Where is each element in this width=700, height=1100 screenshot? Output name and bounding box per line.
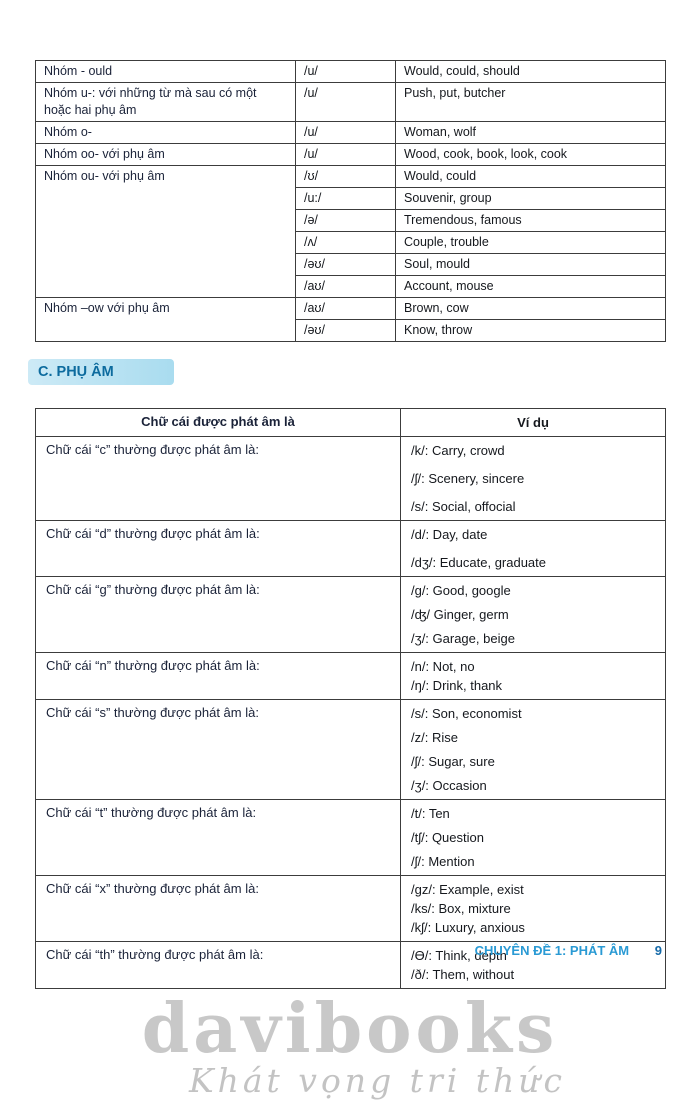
example-line: /s/: Social, offocial [411,499,516,514]
consonant-row [36,653,666,700]
vowel-row [36,144,666,166]
example-line: /g/: Good, google [411,583,511,598]
examples-cell: Account, mouse [396,276,666,298]
phonetic-cell: /ʌ/ [296,232,396,254]
watermark [0,989,700,1100]
examples-cell: Brown, cow [396,298,666,320]
example-line: /ʒ/: Garage, beige [411,631,515,646]
phonetic-cell: /u/ [296,83,396,122]
examples-cell: Push, put, butcher [396,83,666,122]
phonetic-cell: /ə/ [296,210,396,232]
phonetic-cell: /u:/ [296,188,396,210]
letter-cell: Chữ cái “t” thường được phát âm là: [36,800,401,876]
examples-cell [401,577,666,653]
phonetic-cell: /əʊ/ [296,320,396,342]
consonant-row [36,521,666,577]
letter-cell: Chữ cái “th” thường được phát âm là: [36,942,401,989]
examples-cell: Soul, mould [396,254,666,276]
consonant-row [36,437,666,521]
example-line: /Ɵ/: Think, depth [411,948,507,963]
examples-cell: Would, could [396,166,666,188]
examples-cell: Couple, trouble [396,232,666,254]
phonetic-cell: /u/ [296,144,396,166]
examples-cell: Tremendous, famous [396,210,666,232]
section-header-row [28,359,700,385]
group-cell: Nhóm o- [36,122,296,144]
example-line: /z/: Rise [411,730,458,745]
vowel-row [36,166,666,188]
consonant-header-letter: Chữ cái được phát âm là [36,409,401,437]
letter-cell: Chữ cái “x” thường được phát âm là: [36,876,401,942]
examples-cell: Souvenir, group [396,188,666,210]
examples-cell: Wood, cook, book, look, cook [396,144,666,166]
example-line: /ʃ/: Sugar, sure [411,754,495,769]
example-line: /gz/: Example, exist [411,882,524,897]
example-line: /n/: Not, no [411,659,475,674]
example-line: /t/: Ten [411,806,450,821]
phonetic-cell: /u/ [296,61,396,83]
example-line: /ŋ/: Drink, thank [411,678,503,693]
example-line: /ʤ/ Ginger, germ [411,607,509,622]
phonetic-cell: /aʊ/ [296,298,396,320]
footer-chapter-title: CHUYÊN ĐỀ 1: PHÁT ÂM [474,943,630,958]
consonant-row [36,700,666,800]
page-footer [475,943,662,958]
example-line: /kʃ/: Luxury, anxious [411,920,525,935]
group-cell: Nhóm ou- với phụ âm [36,166,296,298]
vowel-row [36,122,666,144]
phonetic-cell: /u/ [296,122,396,144]
phonetic-cell: /əʊ/ [296,254,396,276]
group-cell: Nhóm u-: với những từ mà sau có một hoặc hai phụ âm [36,83,296,122]
consonant-header-row [36,409,666,437]
letter-cell: Chữ cái “g” thường được phát âm là: [36,577,401,653]
vowel-row [36,61,666,83]
example-line: /ð/: Them, without [411,967,515,982]
example-line: /ʃ/: Mention [411,854,475,869]
phonetic-cell: /aʊ/ [296,276,396,298]
example-line: /dʒ/: Educate, graduate [411,555,547,570]
letter-cell: Chữ cái “s” thường được phát âm là: [36,700,401,800]
group-cell: Nhóm oo- với phụ âm [36,144,296,166]
consonant-header-example: Ví dụ [401,409,666,437]
example-line: /ʒ/: Occasion [411,778,487,793]
example-line: /tʃ/: Question [411,830,484,845]
consonant-row [36,800,666,876]
letter-cell: Chữ cái “d” thường được phát âm là: [36,521,401,577]
consonant-table [35,408,666,989]
examples-cell: Know, throw [396,320,666,342]
examples-cell [401,800,666,876]
examples-cell [401,653,666,700]
examples-cell [401,700,666,800]
example-line: /k/: Carry, crowd [411,443,505,458]
vowel-row [36,83,666,122]
example-line: /s/: Son, economist [411,706,522,721]
watermark-slogan: Khát vọng tri thức [188,1061,567,1100]
examples-cell [401,876,666,942]
examples-cell: Woman, wolf [396,122,666,144]
letter-cell: Chữ cái “c” thường được phát âm là: [36,437,401,521]
consonant-row [36,876,666,942]
group-cell: Nhóm - ould [36,61,296,83]
vowel-row [36,298,666,320]
example-line: /ʃ/: Scenery, sincere [411,471,525,486]
consonant-row [36,577,666,653]
watermark-brand: davibooks [141,989,559,1069]
letter-cell: Chữ cái “n” thường được phát âm là: [36,653,401,700]
example-line: /d/: Day, date [411,527,488,542]
examples-cell: Would, could, should [396,61,666,83]
phonetic-cell: /ʊ/ [296,166,396,188]
section-header-consonants: C. PHỤ ÂM [28,359,174,385]
examples-cell [401,437,666,521]
examples-cell [401,521,666,577]
footer-page-number: 9 [654,943,662,958]
example-line: /ks/: Box, mixture [411,901,511,916]
group-cell: Nhóm –ow với phụ âm [36,298,296,342]
vowel-groups-table [35,60,666,342]
